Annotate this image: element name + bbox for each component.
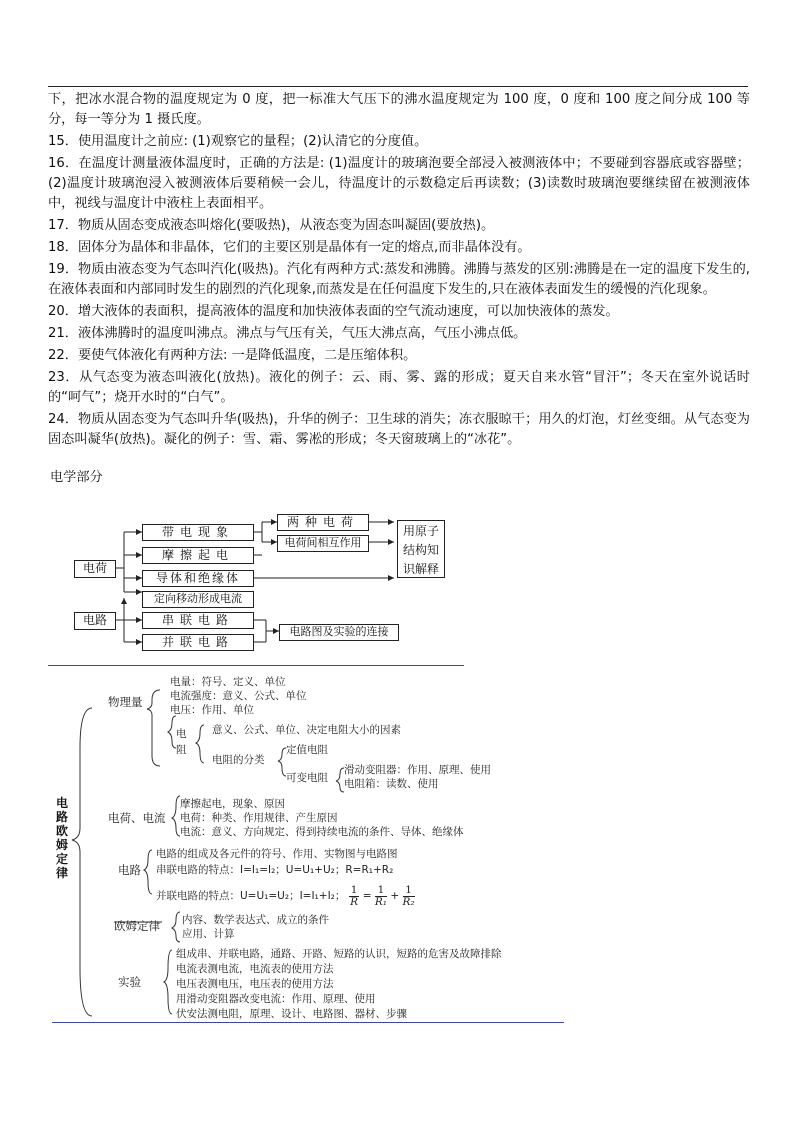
series-box: 串联电路 bbox=[142, 612, 254, 629]
circuit-label: 电路 bbox=[118, 863, 141, 877]
blue-divider bbox=[48, 665, 464, 666]
circuit-box: 电路 bbox=[74, 612, 116, 630]
fraction-1-over-r: $\frac{1}{R}$ bbox=[350, 883, 359, 908]
parallel-formula: U=U₁=U₂；I=I₁+I₂； bbox=[240, 890, 346, 902]
fraction-1-over-r1: $\frac{1}{\text{R₁}}$ bbox=[374, 883, 388, 908]
series-formula: I=I₁=I₂；U=U₁+U₂；R=R₁+R₂ bbox=[240, 864, 394, 876]
paragraph: 16．在温度计测量液体温度时，正确的方法是: (1)温度计的玻璃泡要全部浸入被测液体中；不要碰到容器底或容器壁；(2)温度计玻璃泡浸入被测液体后要稍候一会儿，待温度计的示数稳定后再读数；(3)读数时玻璃泡要继续留在被测液体中，视线与温度计中液柱上表面相平。 bbox=[48, 156, 750, 211]
friction-line: 摩擦起电，现象、原因 bbox=[180, 798, 285, 810]
resistance-types: 电阻的分类 bbox=[212, 754, 265, 766]
paragraph: 22．要使气体液化有两种方法: 一是降低温度，二是压缩体积。 bbox=[48, 348, 417, 363]
paragraph: 20．增大液体的表面积，提高液体的温度和加快液体表面的空气流动速度，可以加快液体的蒸发。 bbox=[48, 304, 619, 319]
friction-box: 摩擦起电 bbox=[142, 547, 254, 564]
text-body bbox=[48, 90, 750, 452]
section-label: 电学部分 bbox=[50, 470, 103, 485]
physical-quantities-label: 物理量 bbox=[108, 695, 143, 709]
charge-box: 电荷 bbox=[74, 560, 116, 578]
charge-circuit-diagram bbox=[72, 510, 452, 660]
series-features-label: 串联电路的特点： bbox=[156, 864, 240, 876]
ohms-law-tree bbox=[52, 668, 572, 1024]
current-line: 电流：意义、方向规定、得到持续电流的条件、导体、绝缘体 bbox=[180, 826, 464, 838]
circuit-composition: 电路的组成及各元件的符号、作用、实物图与电路图 bbox=[156, 848, 398, 860]
resistance-box: 电阻箱：读数、使用 bbox=[344, 778, 439, 790]
top-rule bbox=[48, 86, 748, 87]
experiment-item: 电流表测电流，电流表的使用方法 bbox=[176, 963, 334, 975]
current-box: 定向移动形成电流 bbox=[142, 591, 254, 608]
atomic-box: 用原子结构知识解释 bbox=[397, 520, 445, 578]
resistance-label: 电阻 bbox=[176, 728, 187, 756]
paragraph: 15．使用温度计之前应: (1)观察它的量程；(2)认清它的分度值。 bbox=[48, 134, 428, 149]
charge-line: 电荷：种类、作用规律、产生原因 bbox=[180, 812, 338, 824]
ohm-content: 内容、数学表达式、成立的条件 bbox=[182, 914, 329, 926]
current-quantity: 电流强度：意义、公式、单位 bbox=[170, 690, 307, 702]
series-features bbox=[156, 864, 393, 876]
paragraph: 21．液体沸腾时的温度叫沸点。沸点与气压有关，气压大沸点高，气压小沸点低。 bbox=[48, 326, 527, 341]
electrification-box: 带电现象 bbox=[142, 524, 254, 541]
paragraph: 19．物质由液态变为气态叫汽化(吸热)。汽化有两种方式:蒸发和沸腾。沸腾与蒸发的区别:沸腾是在一定的温度下发生的,在液体表面和内部同时发生的剧烈的汽化现象,而蒸发是在任何温度下发生的,只在液体表面发生的缓慢的汽化现象。 bbox=[48, 262, 750, 297]
experiment-item: 组成串、并联电路，通路、开路、短路的认识，短路的危害及故障排除 bbox=[176, 948, 502, 960]
parallel-features-label: 并联电路的特点： bbox=[156, 890, 240, 902]
equals-sign: = bbox=[362, 890, 372, 902]
ohms-law-label: 欧姆定律 bbox=[114, 919, 160, 933]
experiment-item: 用滑动变阻器改变电流：作用、原理、使用 bbox=[176, 993, 376, 1005]
experiment-label: 实验 bbox=[118, 975, 141, 989]
paragraph: 18．固体分为晶体和非晶体，它们的主要区别是晶体有一定的熔点,而非晶体没有。 bbox=[48, 240, 531, 255]
root-label: 电路 欧姆定律 bbox=[55, 796, 68, 880]
connection-box: 电路图及实验的连接 bbox=[279, 624, 399, 641]
rheostat: 滑动变阻器：作用、原理、使用 bbox=[344, 764, 491, 776]
voltage-quantity: 电压：作用、单位 bbox=[170, 704, 254, 716]
experiment-item: 电压表测电压，电压表的使用方法 bbox=[176, 978, 334, 990]
blue-divider-bottom bbox=[52, 1022, 564, 1023]
fixed-resistor: 定值电阻 bbox=[286, 744, 328, 756]
parallel-features bbox=[156, 882, 415, 910]
fraction-1-over-r2: $\frac{1}{\text{R₂}}$ bbox=[402, 883, 415, 908]
charge-current-label: 电荷、电流 bbox=[108, 811, 166, 825]
interaction-box: 电荷间相互作用 bbox=[277, 535, 369, 552]
paragraph: 23．从气态变为液态叫液化(放热)。液化的例子：云、雨、雾、露的形成；夏天自来水管“冒汗”；冬天在室外说话时的“呵气”；烧开水时的“白气”。 bbox=[48, 370, 750, 405]
variable-resistor: 可变电阻 bbox=[286, 772, 328, 784]
paragraph: 24．物质从固态变为气态叫升华(吸热)，升华的例子：卫生球的消失；冻衣服晾干；用久的灯泡，灯丝变细。从气态变为固态叫凝华(放热)。凝化的例子：雪、霜、雾凇的形成；冬天窗玻璃上的“冰花”。 bbox=[48, 412, 750, 447]
two-charges-box: 两种电荷 bbox=[277, 514, 369, 531]
paragraph: 下，把冰水混合物的温度规定为 0 度，把一标准大气压下的沸水温度规定为 100 度，0 度和 100 度之间分成 100 等分，每一等分为 1 摄氏度。 bbox=[48, 92, 750, 127]
experiment-item: 伏安法测电阻，原理、设计、电路图、器材、步骤 bbox=[176, 1008, 407, 1020]
ohm-application: 应用、计算 bbox=[182, 928, 235, 940]
plus-sign: + bbox=[390, 890, 400, 902]
resistance-meaning: 意义、公式、单位、决定电阻大小的因素 bbox=[212, 724, 401, 736]
charge-quantity: 电量：符号、定义、单位 bbox=[170, 676, 286, 688]
conductor-box: 导体和绝缘体 bbox=[142, 570, 254, 587]
paragraph: 17．物质从固态变成液态叫熔化(要吸热)，从液态变为固态叫凝固(要放热)。 bbox=[48, 218, 495, 233]
parallel-box: 并联电路 bbox=[142, 634, 254, 651]
